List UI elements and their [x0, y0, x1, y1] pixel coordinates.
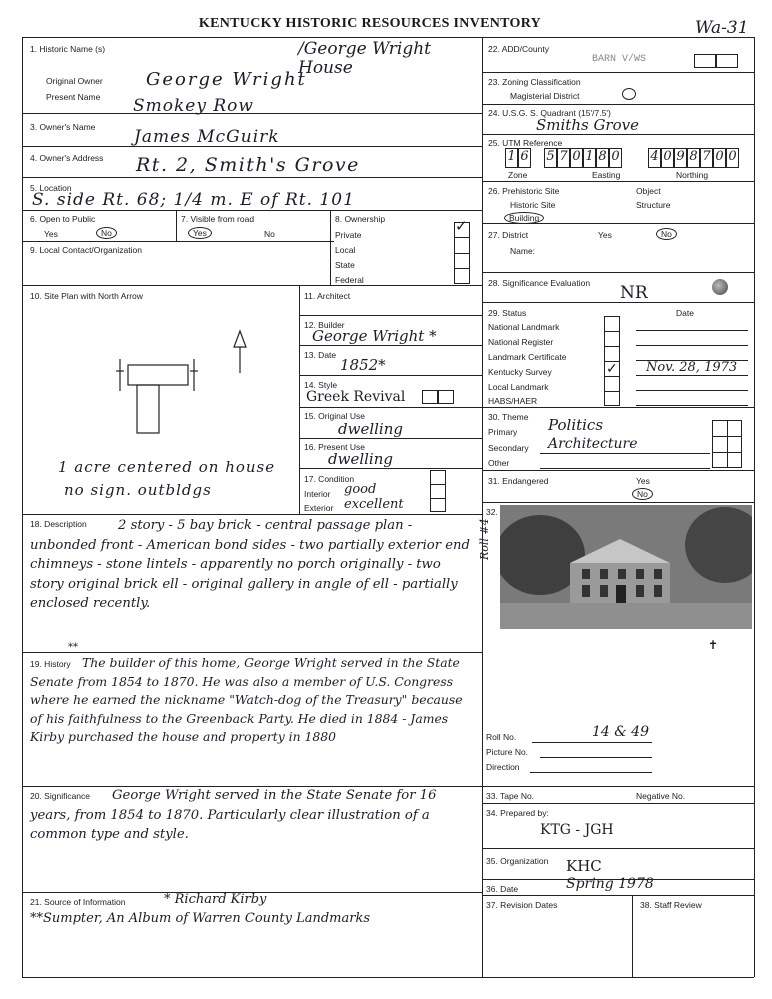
- condition-label: 17. Condition: [304, 474, 355, 484]
- roll-no-label: Roll No.: [486, 732, 517, 742]
- bottom-border: [22, 977, 754, 978]
- date-36-value: Spring 1978: [566, 876, 654, 892]
- private-checkmark-icon: ✓: [455, 218, 468, 235]
- location-label: 5. Location: [30, 183, 72, 193]
- top-border: [22, 37, 754, 38]
- status-date-label: Date: [676, 308, 694, 318]
- north-arrow-icon: [234, 331, 246, 347]
- location-value: S. side Rt. 68; 1/4 m. E of Rt. 101: [32, 190, 355, 210]
- original-owner-value: George Wright: [146, 69, 307, 90]
- interior-value: good: [344, 482, 377, 497]
- builder-label: 12. Builder: [304, 320, 345, 330]
- magisterial-district-label: Magisterial District: [510, 91, 580, 101]
- photo-roll-annotation: Roll #4: [478, 518, 491, 560]
- open-yes-label: Yes: [44, 229, 58, 239]
- style-value: Greek Revival: [306, 389, 406, 405]
- ky-survey-date: Nov. 28, 1973: [646, 360, 738, 375]
- source-label: 21. Source of Information: [30, 897, 126, 907]
- status-label: 29. Status: [488, 308, 527, 318]
- endangered-yes: Yes: [636, 476, 650, 486]
- photo-field-label: 32.: [486, 507, 498, 517]
- significance-eval-value: NR: [620, 283, 648, 303]
- visible-from-road-label: 7. Visible from road: [181, 214, 255, 224]
- roll-no-value: 14 & 49: [592, 724, 649, 740]
- owners-address-value: Rt. 2, Smith's Grove: [136, 154, 360, 176]
- history-text: The builder of this home, George Wright served in the State Senate from 1854 to 1870. He was also a member of U.S. Congress where he earned the nickname "Watch-dog of the Treasury" because of his faithfulness to the Greenback Party. He died in 1884 - James Kirby purchased the house and property in 1880: [30, 655, 463, 744]
- open-no-circled: No: [96, 227, 117, 239]
- ownership-local: Local: [335, 245, 356, 255]
- interior-label: Interior: [304, 489, 331, 499]
- exterior-value: excellent: [344, 497, 404, 512]
- ownership-federal: Federal: [335, 275, 364, 285]
- district-name-label: Name:: [510, 246, 536, 256]
- photo-mark-icon: ✝: [708, 638, 719, 652]
- site-plan-sketch: [110, 325, 290, 465]
- description-text: 2 story - 5 bay brick - central passage plan - unbonded front - American bond sides - two partially exterior end chimneys - stone lintels - apparently no porch originally - two story original brick ell - original gallery in angle of ell - partially enclosed recently.: [30, 518, 470, 611]
- visible-yes-circled: Yes: [188, 227, 212, 239]
- add-county-label: 22. ADD/County: [488, 44, 549, 54]
- site-plan-label: 10. Site Plan with North Arrow: [30, 291, 143, 301]
- utm-northing-boxes: 4 0 9 8 7 0 0: [648, 148, 739, 168]
- punch-hole-icon: [712, 279, 728, 295]
- ownership-label: 8. Ownership: [335, 214, 386, 224]
- local-contact-label: 9. Local Contact/Organization: [30, 245, 142, 255]
- significance-eval-label: 28. Significance Evaluation: [488, 278, 591, 288]
- significance-label: 20. Significance: [30, 791, 91, 801]
- architect-label: 11. Architect: [304, 291, 351, 301]
- theme-primary-value: Politics: [548, 416, 604, 434]
- county-stamp: BARN V/WS: [592, 54, 647, 65]
- left-border: [22, 37, 23, 977]
- organization-value: KHC: [566, 857, 602, 875]
- status-local-landmark: Local Landmark: [488, 382, 549, 392]
- historic-site-label: Historic Site: [510, 200, 556, 210]
- object-label: Object: [636, 186, 661, 196]
- building-option-circled: Building: [504, 212, 544, 224]
- owners-name-value: James McGuirk: [134, 127, 280, 147]
- district-yes: Yes: [598, 230, 612, 240]
- theme-secondary-value: Architecture: [548, 436, 638, 452]
- status-habs-haer: HABS/HAER: [488, 396, 538, 406]
- theme-secondary-label: Secondary: [488, 443, 529, 453]
- endangered-no-circled: No: [632, 488, 653, 500]
- house-photo-sketch: [500, 505, 752, 629]
- county-box-2: [716, 54, 738, 68]
- source-line-2: **Sumpter, An Album of Warren County Landmarks: [30, 911, 371, 926]
- original-owner-label: Original Owner: [46, 76, 103, 86]
- revision-dates-label: 37. Revision Dates: [486, 900, 558, 910]
- historic-name-label: 1. Historic Name (s): [30, 44, 106, 54]
- district-label: 27. District: [488, 230, 529, 240]
- status-national-landmark: National Landmark: [488, 322, 560, 332]
- form-title: KENTUCKY HISTORIC RESOURCES INVENTORY: [198, 16, 542, 31]
- picture-no-label: Picture No.: [486, 747, 529, 757]
- staff-review-label: 38. Staff Review: [640, 900, 702, 910]
- status-kentucky-survey: Kentucky Survey: [488, 367, 552, 377]
- original-use-value: dwelling: [338, 420, 403, 438]
- owners-name-label: 3. Owner's Name: [30, 122, 96, 132]
- district-no-circled: No: [656, 228, 677, 240]
- source-line-1: * Richard Kirby: [164, 892, 267, 907]
- utm-zone-label: Zone: [508, 170, 528, 180]
- quadrant-value: Smiths Grove: [536, 116, 639, 134]
- status-national-register: National Register: [488, 337, 554, 347]
- ownership-private: Private: [335, 230, 362, 240]
- site-note-line-2: no sign. outbldgs: [64, 481, 212, 499]
- theme-label: 30. Theme: [488, 412, 529, 422]
- present-use-value: dwelling: [328, 450, 393, 468]
- structure-label: Structure: [636, 200, 671, 210]
- significance-text: George Wright served in the State Senate for 16 years, from 1854 to 1870. Particularly clear illustration of a common type and style.: [30, 788, 437, 842]
- prepared-by-label: 34. Prepared by:: [486, 808, 549, 818]
- prehistoric-site-label: 26. Prehistoric Site: [488, 186, 560, 196]
- utm-label: 25. UTM Reference: [488, 138, 563, 148]
- present-name-value: Smokey Row: [133, 96, 254, 116]
- exterior-label: Exterior: [304, 503, 334, 513]
- county-box-1: [694, 54, 716, 68]
- right-border: [754, 37, 755, 977]
- magisterial-mark: [622, 88, 636, 100]
- zoning-label: 23. Zoning Classification: [488, 77, 581, 87]
- style-label: 14. Style: [304, 380, 338, 390]
- history-footnote-mark: **: [68, 642, 78, 653]
- date-label: 13. Date: [304, 350, 337, 360]
- historic-name-value: /George Wright House: [298, 39, 432, 78]
- endangered-label: 31. Endangered: [488, 476, 549, 486]
- ky-survey-checkmark-icon: ✓: [606, 360, 618, 376]
- description-label: 18. Description: [30, 519, 87, 529]
- utm-zone-boxes: 1 6: [505, 148, 531, 168]
- history-label: 19. History: [30, 659, 71, 669]
- prepared-by-value: KTG - JGH: [540, 822, 614, 838]
- organization-label: 35. Organization: [486, 856, 549, 866]
- tape-no-label: 33. Tape No.: [486, 791, 535, 801]
- form-id: Wa-31: [695, 18, 749, 38]
- theme-primary-label: Primary: [488, 427, 518, 437]
- utm-easting-label: Easting: [592, 170, 621, 180]
- owners-address-label: 4. Owner's Address: [30, 153, 104, 163]
- original-use-label: 15. Original Use: [304, 411, 365, 421]
- utm-northing-label: Northing: [676, 170, 709, 180]
- open-to-public-label: 6. Open to Public: [30, 214, 96, 224]
- ownership-state: State: [335, 260, 355, 270]
- utm-easting-boxes: 5 7 0 1 8 0: [544, 148, 622, 168]
- date-36-label: 36. Date: [486, 884, 519, 894]
- present-use-label: 16. Present Use: [304, 442, 365, 452]
- negative-no-label: Negative No.: [636, 791, 686, 801]
- date-value: 1852*: [340, 356, 386, 374]
- status-landmark-certificate: Landmark Certificate: [488, 352, 567, 362]
- site-note-line-1: 1 acre centered on house: [58, 458, 276, 476]
- direction-label: Direction: [486, 762, 520, 772]
- present-name-label: Present Name: [46, 92, 101, 102]
- house-photograph: [500, 505, 752, 629]
- column-divider: [482, 37, 483, 977]
- quadrant-label: 24. U.S.G. S. Quadrant (15'/7.5'): [488, 108, 611, 118]
- visible-no-label: No: [264, 229, 275, 239]
- builder-value: George Wright *: [312, 327, 437, 345]
- theme-other-label: Other: [488, 458, 510, 468]
